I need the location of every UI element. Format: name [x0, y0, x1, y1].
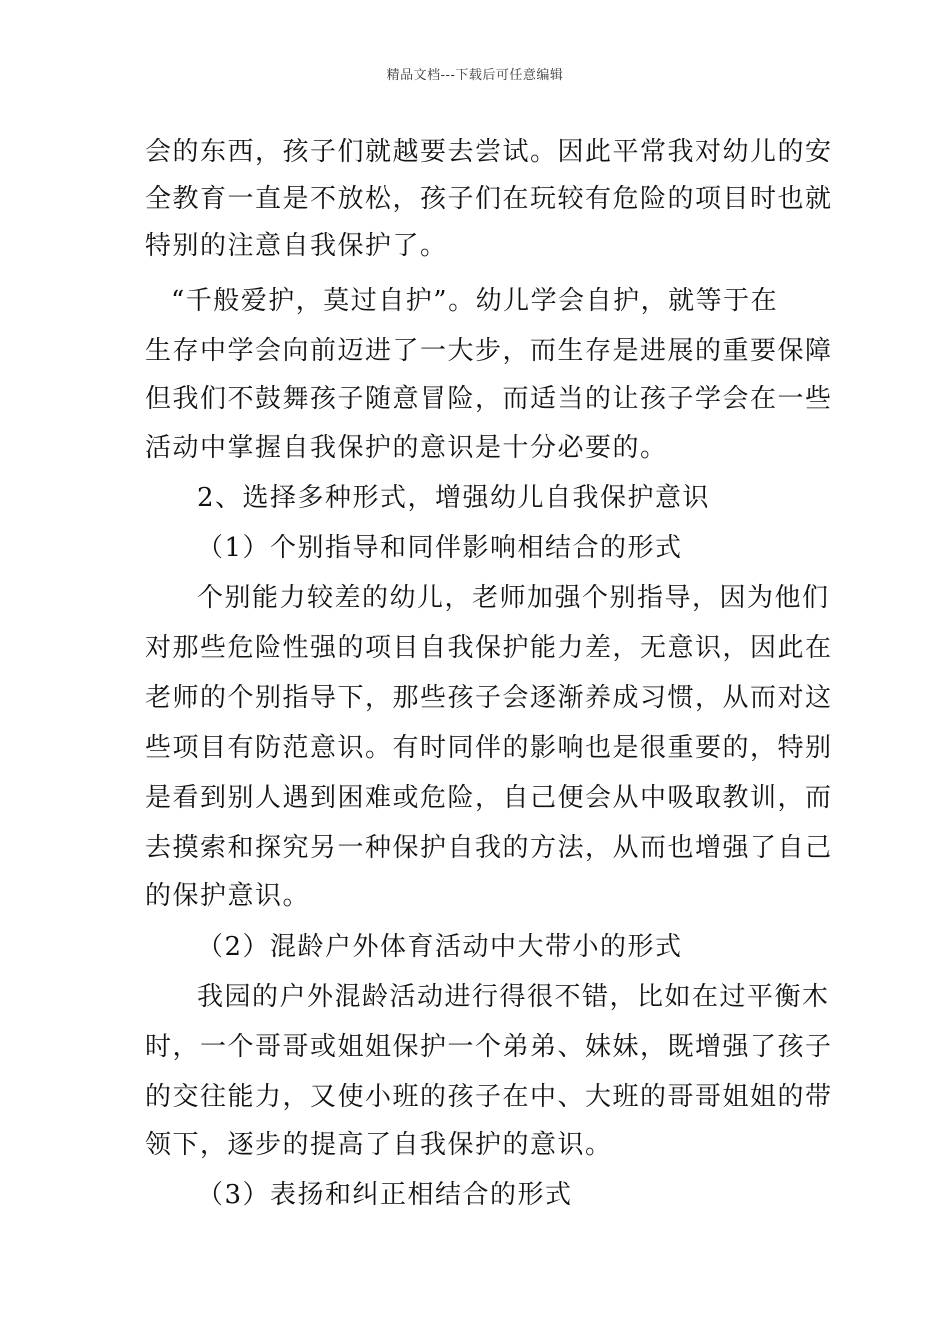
- body-line: 老师的个别指导下，那些孩子会逐渐养成习惯，从而对这: [145, 683, 833, 713]
- body-line: 生存中学会向前迈进了一大步，而生存是进展的重要保障: [145, 336, 833, 366]
- body-line: 去摸索和探究另一种保护自我的方法，从而也增强了自己: [145, 833, 833, 863]
- body-line: 的保护意识。: [145, 881, 311, 911]
- body-line: 些项目有防范意识。有时同伴的影响也是很重要的，特别: [145, 733, 833, 763]
- body-line: 的交往能力，又使小班的孩子在中、大班的哥哥姐姐的带: [145, 1082, 833, 1112]
- section-heading: 2、选择多种形式，增强幼儿自我保护意识: [197, 483, 711, 513]
- page-header: 精品文档---下载后可任意编辑: [386, 68, 564, 83]
- body-line: 会的东西，孩子们就越要去尝试。因此平常我对幼儿的安: [145, 137, 833, 167]
- body-line: 全教育一直是不放松，孩子们在玩较有危险的项目时也就: [145, 184, 833, 214]
- body-line: 我园的户外混龄活动进行得很不错，比如在过平衡木: [197, 982, 830, 1012]
- body-line: 对那些危险性强的项目自我保护能力差，无意识，因此在: [145, 633, 833, 663]
- body-line: 时，一个哥哥或姐姐保护一个弟弟、妹妹，既增强了孩子: [145, 1032, 833, 1062]
- body-line: 特别的注意自我保护了。: [145, 231, 448, 261]
- body-line: 是看到别人遇到困难或危险，自己便会从中吸取教训，而: [145, 783, 833, 813]
- body-line: “千般爱护，莫过自护”。幼儿学会自护，就等于在: [171, 286, 779, 316]
- body-line: 领下，逐步的提高了自我保护的意识。: [145, 1130, 613, 1160]
- subsection-heading: （1）个别指导和同伴影响相结合的形式: [197, 533, 683, 563]
- body-line: 活动中掌握自我保护的意识是十分必要的。: [145, 433, 668, 463]
- subsection-heading: （2）混龄户外体育活动中大带小的形式: [197, 932, 683, 962]
- body-line: 个别能力较差的幼儿，老师加强个别指导，因为他们: [197, 583, 830, 613]
- subsection-heading: （3）表扬和纠正相结合的形式: [197, 1180, 573, 1210]
- body-line: 但我们不鼓舞孩子随意冒险，而适当的让孩子学会在一些: [145, 384, 833, 414]
